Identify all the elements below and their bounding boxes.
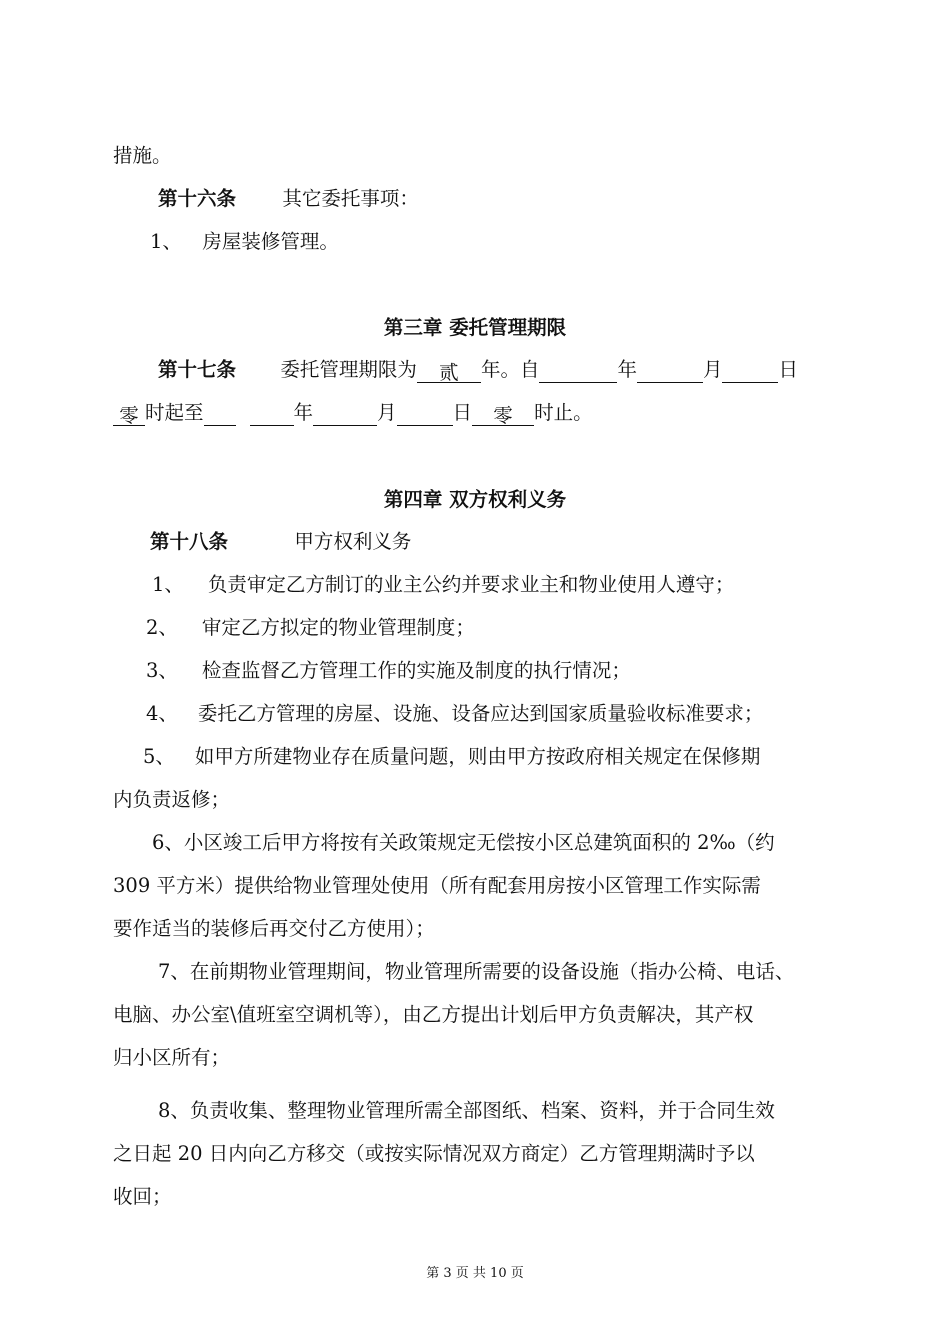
article-17-line-1 [158,357,798,383]
item-number: 2、 [146,616,178,639]
article-text: 甲方权利义务 [294,530,412,553]
term-years-field: 贰 [417,360,481,383]
item-text: 检查监督乙方管理工作的实施及制度的执行情况； [201,659,631,682]
start-hour-field: 零 [113,403,145,426]
paragraph-line: 6、小区竣工后甲方将按有关政策规定无偿按小区总建筑面积的 2‰（约 [152,831,775,854]
item-text: 房屋装修管理。 [202,230,339,253]
item-number: 1、 [150,230,182,253]
paragraph-line: 归小区所有； [113,1046,231,1069]
paragraph-line: 8、负责收集、整理物业管理所需全部图纸、档案、资料，并于合同生效 [158,1099,775,1122]
article-title: 第十八条 [150,530,229,553]
paragraph-line: 电脑、办公室\值班室空调机等），由乙方提出计划后甲方负责解决，其产权 [113,1003,754,1026]
chapter-heading: 第四章 双方权利义务 [383,488,567,511]
text: 日 [778,358,798,381]
list-item-continuation: 内负责返修； [113,788,231,811]
item-text: 如甲方所建物业存在质量问题，则由甲方按政府相关规定在保修期 [194,745,761,768]
list-item [146,701,763,727]
paragraph-line: 措施。 [113,144,172,167]
list-item [146,615,475,641]
chapter-heading: 第三章 委托管理期限 [383,316,567,339]
article-title: 第十七条 [158,358,237,381]
list-item [143,744,760,770]
paragraph-line: 309 平方米）提供给物业管理处使用（所有配套用房按小区管理工作实际需 [113,874,761,897]
page-footer: 第 3 页 共 10 页 [426,1266,524,1281]
article-18 [150,529,411,555]
item-number: 1、 [152,573,184,596]
text: 月 [702,358,723,381]
article-17-line-2 [113,400,593,426]
article-title: 第十六条 [158,187,237,210]
blank-field [539,360,617,383]
text: 时止。 [534,401,593,424]
article-text: 其它委托事项： [282,187,419,210]
blank-field [204,403,236,426]
item-text: 委托乙方管理的房屋、设施、设备应达到国家质量验收标准要求； [197,702,764,725]
list-item [150,229,339,255]
text: 月 [377,401,397,424]
item-number: 4、 [146,702,178,725]
item-text: 审定乙方拟定的物业管理制度； [201,616,475,639]
list-item [146,658,631,684]
text: 年。自 [480,358,540,381]
article-text: 委托管理期限为 [280,358,417,381]
text: 日 [452,401,473,424]
blank-field [313,403,377,426]
item-number: 3、 [146,659,178,682]
article-16 [158,186,419,212]
paragraph-line: 之日起 20 日内向乙方移交（或按实际情况双方商定）乙方管理期满时予以 [113,1142,755,1165]
text: 年 [293,401,314,424]
blank-field [250,403,294,426]
end-hour-field: 零 [472,403,534,426]
blank-field [397,403,453,426]
blank-field [637,360,703,383]
blank-field [722,360,778,383]
text: 时起至 [145,401,204,424]
list-item [152,572,734,598]
item-number: 5、 [143,745,175,768]
item-text: 负责审定乙方制订的业主公约并要求业主和物业使用人遵守； [207,573,735,596]
paragraph-line: 要作适当的装修后再交付乙方使用）； [113,917,435,940]
paragraph-line: 收回； [113,1185,172,1208]
paragraph-line: 7、在前期物业管理期间，物业管理所需要的设备设施（指办公椅、电话、 [158,960,795,983]
text: 年 [617,358,637,381]
